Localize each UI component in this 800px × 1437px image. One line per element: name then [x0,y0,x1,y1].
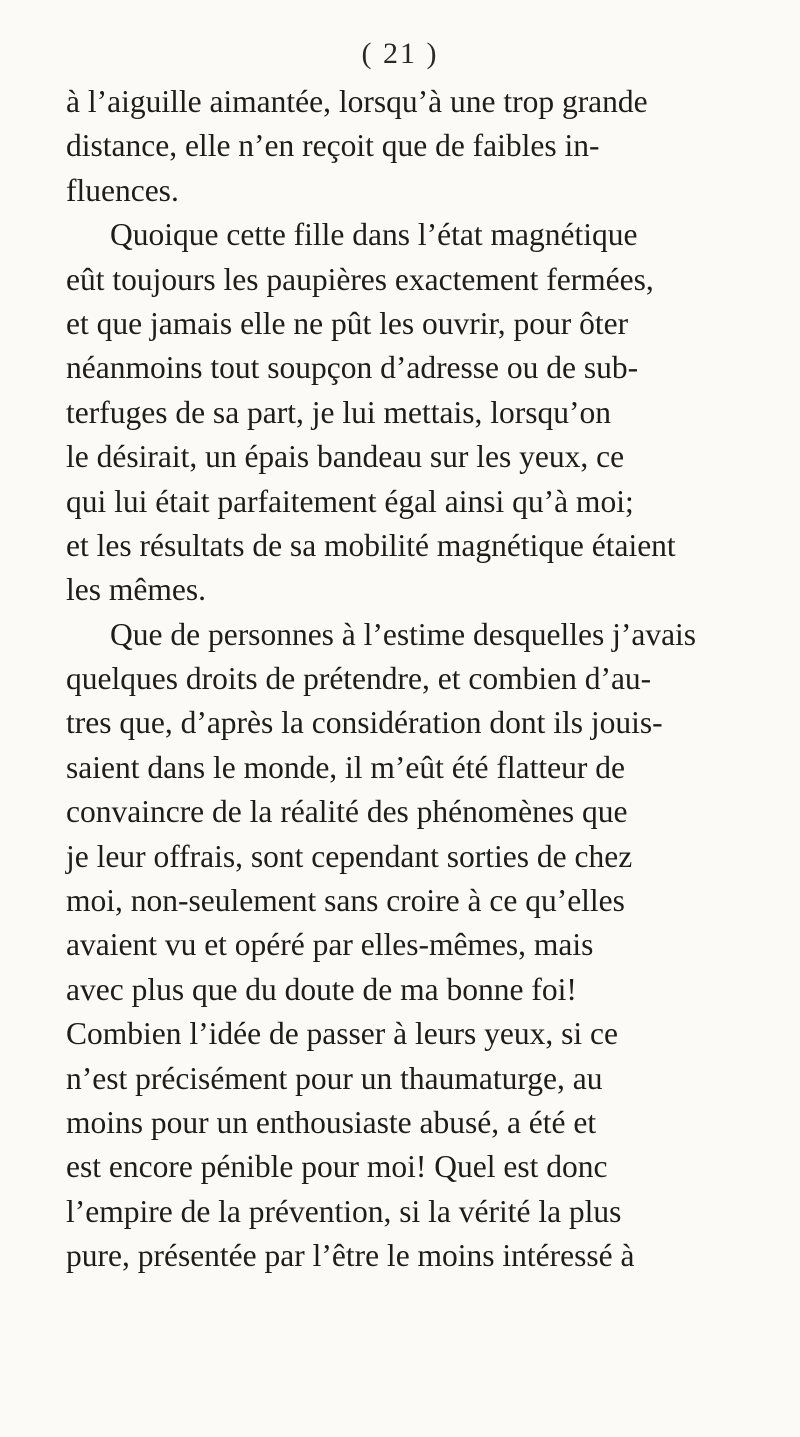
text-line: avaient vu et opéré par elles-mêmes, mais [66,927,594,963]
text-line: tres que, d’après la considération dont ils jouis- [66,705,663,741]
text-line: et que jamais elle ne pût les ouvrir, pour ôter [66,305,629,341]
text-line: moins pour un enthousiaste abusé, a été et [66,1104,597,1140]
text-line: est encore pénible pour moi! Quel est donc [66,1149,608,1185]
text-line: néanmoins tout soupçon d’adresse ou de sub- [66,350,639,386]
text-line: le désirait, un épais bandeau sur les yeux, ce [66,439,625,475]
text-line: saient dans le monde, il m’eût été flatteur de [66,749,625,785]
text-line: je leur offrais, sont cependant sorties de chez [66,838,633,874]
text-line: Combien l’idée de passer à leurs yeux, si ce [66,1016,618,1052]
text-line: moi, non-seulement sans croire à ce qu’elles [66,883,625,919]
text-line: terfuges de sa part, je lui mettais, lorsqu’on [66,394,611,430]
paragraph-first-line: Quoique cette fille dans l’état magnétique [110,217,638,253]
page-number: ( 21 ) [361,37,439,70]
text-line: quelques droits de prétendre, et combien d’au- [66,661,652,697]
text-line: pure, présentée par l’être le moins intéressé à [66,1238,635,1274]
text-line: distance, elle n’en reçoit que de faibles in- [66,128,600,164]
text-line: fluences. [66,172,179,208]
text-line: et les résultats de sa mobilité magnétique étaient [66,527,676,563]
text-line: eût toujours les paupières exactement fermées, [66,261,654,297]
body-text [66,80,786,1279]
text-line: qui lui était parfaitement égal ainsi qu’à moi; [66,483,634,519]
paragraph-first-line: Que de personnes à l’estime desquelles j’avais [110,616,697,652]
text-line: à l’aiguille aimantée, lorsqu’à une trop grande [66,84,648,119]
text-line: l’empire de la prévention, si la vérité la plus [66,1193,622,1229]
text-line: les mêmes. [66,572,206,608]
text-line: convaincre de la réalité des phénomènes que [66,794,628,830]
text-line: n’est précisément pour un thaumaturge, au [66,1060,603,1096]
text-line: avec plus que du doute de ma bonne foi! [66,971,577,1007]
